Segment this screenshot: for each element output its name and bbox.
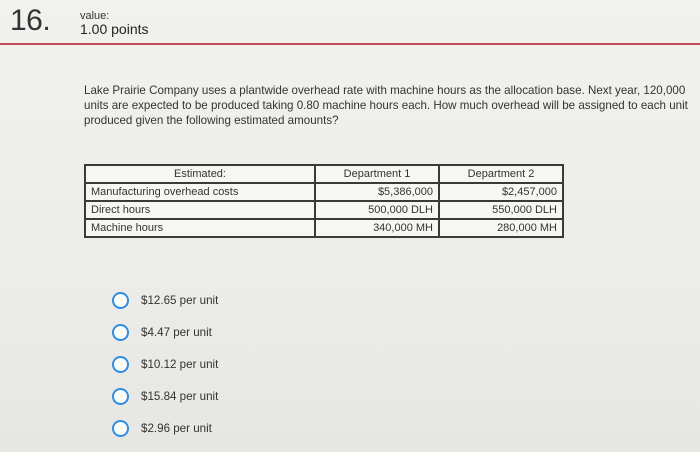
table-cell-value: $2,457,000	[440, 184, 562, 200]
question-number: 16.	[10, 4, 51, 37]
table-cell-value: 550,000 DLH	[440, 202, 562, 218]
table-header-estimated: Estimated:	[86, 166, 314, 182]
table-row	[86, 184, 562, 200]
radio-button[interactable]	[112, 388, 129, 405]
answer-option-3[interactable]	[112, 348, 218, 380]
answer-option-label[interactable]: $2.96 per unit	[141, 421, 212, 435]
value-label: value:	[80, 10, 110, 22]
answer-options	[112, 284, 218, 444]
table-header-department-2: Department 2	[440, 166, 562, 182]
radio-button[interactable]	[112, 324, 129, 341]
answer-option-5[interactable]	[112, 412, 218, 444]
table-cell-value: $5,386,000	[316, 184, 438, 200]
answer-option-label[interactable]: $4.47 per unit	[141, 325, 212, 339]
points-value: 1.00 points	[80, 21, 149, 37]
table-cell-value: 280,000 MH	[440, 220, 562, 236]
table-row	[86, 220, 562, 236]
radio-button[interactable]	[112, 292, 129, 309]
radio-button[interactable]	[112, 420, 129, 437]
table-cell-value: 340,000 MH	[316, 220, 438, 236]
answer-option-label[interactable]: $12.65 per unit	[141, 293, 219, 307]
answer-option-4[interactable]	[112, 380, 218, 412]
table-cell-label: Machine hours	[86, 220, 314, 236]
answer-option-2[interactable]	[112, 316, 218, 348]
header-divider	[0, 43, 700, 45]
answer-option-1[interactable]	[112, 284, 218, 316]
table-cell-label: Direct hours	[86, 202, 314, 218]
table-cell-value: 500,000 DLH	[316, 202, 438, 218]
answer-option-label[interactable]: $10.12 per unit	[141, 357, 219, 371]
question-text: Lake Prairie Company uses a plantwide overhead rate with machine hours as the allocation base. Next year, 120,000 units are expected to be produced taking 0.80 machine hours each. How much overhead will be assigned to each unit produced given the following estimated amounts?	[84, 84, 688, 127]
table-header-department-1: Department 1	[316, 166, 438, 182]
radio-button[interactable]	[112, 356, 129, 373]
answer-option-label[interactable]: $15.84 per unit	[141, 389, 219, 403]
estimates-table	[84, 164, 564, 238]
table-cell-label: Manufacturing overhead costs	[86, 184, 314, 200]
table-row	[86, 202, 562, 218]
table-header-row	[86, 166, 562, 182]
